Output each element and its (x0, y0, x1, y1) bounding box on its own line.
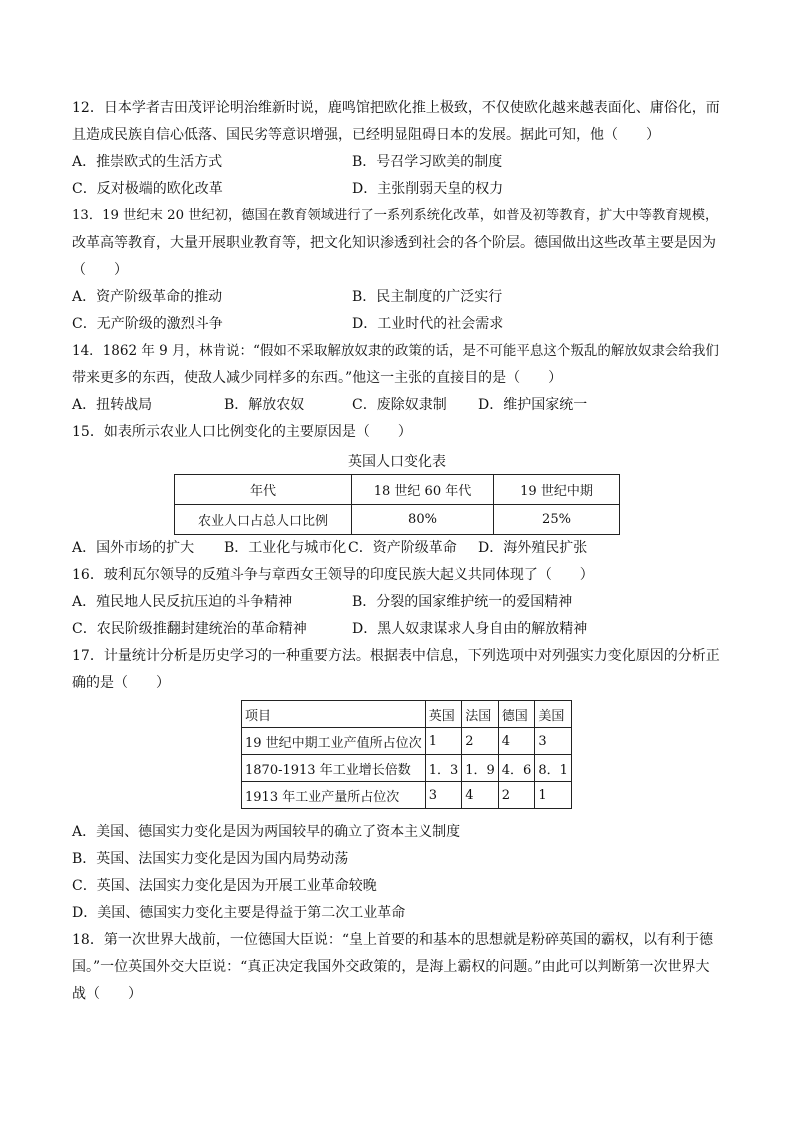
table-header-cell: 德国 (498, 701, 535, 728)
q14-option-b[interactable]: B．解放农奴 (224, 397, 305, 413)
q15-table-caption: 英国人口变化表 (348, 454, 446, 470)
q12-option-c[interactable]: C．反对极端的欧化改革 (72, 181, 223, 197)
q15-option-c[interactable]: C．资产阶级革命 (348, 540, 457, 556)
q16-option-d[interactable]: D．黑人奴隶谋求人身自由的解放精神 (352, 621, 588, 637)
q13-stem-line-1: 13．19 世纪末 20 世纪初，德国在教育领域进行了一系列系统化改革，如普及初等教育，扩大中等教育规模， (72, 208, 719, 223)
table-cell: 1913 年工业产量所占位次 (242, 782, 426, 809)
table-header-cell: 项目 (242, 701, 426, 728)
table-cell: 2 (498, 782, 535, 809)
table-cell: 4．6 (498, 755, 535, 782)
table-cell: 2 (462, 728, 499, 755)
q13-stem-line-3: （ ） (72, 262, 128, 278)
table-header-cell: 19 世纪中期 (494, 475, 620, 505)
population-table (174, 474, 620, 535)
table-cell: 农业人口占总人口比例 (175, 505, 352, 535)
q17-option-b[interactable]: B．英国、法国实力变化是因为国内局势动荡 (72, 851, 349, 867)
q17-stem-line-1: 17．计量统计分析是历史学习的一种重要方法。根据表中信息，下列选项中对列强实力变化原因的分析正 (72, 648, 720, 664)
q16-option-a[interactable]: A．殖民地人民反抗压迫的斗争精神 (72, 594, 293, 610)
table-row (242, 782, 572, 809)
table-cell: 1 (535, 782, 572, 809)
q15-stem: 15．如表所示农业人口比例变化的主要原因是（ ） (72, 424, 412, 440)
q13-option-c[interactable]: C．无产阶级的激烈斗争 (72, 316, 223, 332)
q14-option-d[interactable]: D．维护国家统一 (478, 397, 588, 413)
table-header-cell: 法国 (462, 701, 499, 728)
q13-option-b[interactable]: B．民主制度的广泛实行 (352, 289, 503, 305)
q17-stem-line-2: 确的是（ ） (72, 675, 170, 691)
q14-option-c[interactable]: C．废除奴隶制 (352, 397, 447, 413)
table-row (175, 505, 620, 535)
q18-stem-line-2: 国。”一位英国外交大臣说：“真正决定我国外交政策的，是海上霸权的问题。”由此可以判断第一次世界大 (72, 959, 710, 975)
table-cell: 1．9 (462, 755, 499, 782)
table-cell: 19 世纪中期工业产值所占位次 (242, 728, 426, 755)
q13-option-a[interactable]: A．资产阶级革命的推动 (72, 289, 223, 305)
q14-stem-line-1: 14．1862 年 9 月，林肯说：“假如不采取解放奴隶的政策的话，是不可能平息这个叛乱的解放奴隶会给我们 (72, 343, 719, 359)
q16-option-b[interactable]: B．分裂的国家维护统一的爱国精神 (352, 594, 573, 610)
q15-option-b[interactable]: B．工业化与城市化 (224, 540, 347, 556)
table-header-cell: 18 世纪 60 年代 (352, 475, 494, 505)
table-cell: 25% (494, 505, 620, 535)
table-header-cell: 英国 (425, 701, 462, 728)
table-header-cell: 年代 (175, 475, 352, 505)
q17-option-d[interactable]: D．美国、德国实力变化主要是得益于第二次工业革命 (72, 905, 406, 921)
q12-option-a[interactable]: A．推崇欧式的生活方式 (72, 154, 223, 170)
table-cell: 1．3 (425, 755, 462, 782)
q18-stem-line-1: 18．第一次世界大战前，一位德国大臣说：“皇上首要的和基本的思想就是粉碎英国的霸权，以有利于德 (72, 932, 713, 948)
table-cell: 3 (425, 782, 462, 809)
q13-stem-line-2: 改革高等教育，大量开展职业教育等，把文化知识渗透到社会的各个阶层。德国做出这些改革主要是因为 (72, 235, 716, 251)
table-cell: 4 (462, 782, 499, 809)
q15-option-a[interactable]: A．国外市场的扩大 (72, 540, 195, 556)
q17-option-c[interactable]: C．英国、法国实力变化是因为开展工业革命较晚 (72, 878, 377, 894)
q12-option-d[interactable]: D．主张削弱天皇的权力 (352, 181, 504, 197)
table-cell: 1 (425, 728, 462, 755)
table-cell: 80% (352, 505, 494, 535)
table-cell: 4 (498, 728, 535, 755)
q12-stem-line-2: 且造成民族自信心低落、国民劣等意识增强，已经明显阻碍日本的发展。据此可知，他（ ） (72, 127, 660, 143)
table-header-cell: 美国 (535, 701, 572, 728)
q16-stem: 16．玻利瓦尔领导的反殖斗争与章西女王领导的印度民族大起义共同体现了（ ） (72, 567, 594, 583)
table-cell: 8．1 (535, 755, 572, 782)
q16-option-c[interactable]: C．农民阶级推翻封建统治的革命精神 (72, 621, 307, 637)
table-row (242, 755, 572, 782)
table-cell: 1870-1913 年工业增长倍数 (242, 755, 426, 782)
q13-option-d[interactable]: D．工业时代的社会需求 (352, 316, 504, 332)
q18-stem-line-3: 战（ ） (72, 986, 142, 1002)
q12-stem-line-1: 12．日本学者吉田茂评论明治维新时说，鹿鸣馆把欧化推上极致，不仅使欧化越来越表面化、庸俗化，而 (72, 100, 720, 116)
q14-stem-line-2: 带来更多的东西，使敌人减少同样多的东西。”他这一主张的直接目的是（ ） (72, 370, 563, 386)
table-row (242, 701, 572, 728)
industry-table (241, 700, 572, 809)
q15-option-d[interactable]: D．海外殖民扩张 (478, 540, 588, 556)
q14-option-a[interactable]: A．扭转战局 (72, 397, 153, 413)
table-cell: 3 (535, 728, 572, 755)
table-row (175, 475, 620, 505)
table-row (242, 728, 572, 755)
q12-option-b[interactable]: B．号召学习欧美的制度 (352, 154, 503, 170)
q17-option-a[interactable]: A．美国、德国实力变化是因为两国较早的确立了资本主义制度 (72, 824, 461, 840)
